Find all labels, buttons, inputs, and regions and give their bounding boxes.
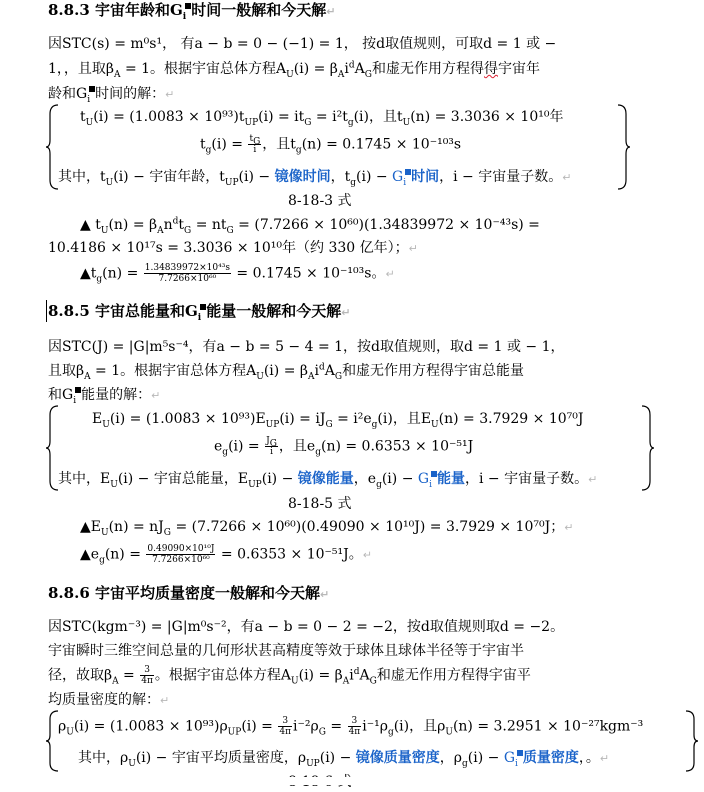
result-885-1: $▲E_U(n) = nJ_G = (7.7266 \times 10^{60})(0.49090 \times 10^{10}J) = 3.7929 \times 10^{70}J$；↵: [80, 519, 574, 538]
eq-883-2: $t_g(i)$ = $\frac{t_G}{i}$ ，且$t_g(n) = 0.1745 \times 10^{-103}s$: [200, 134, 462, 156]
right-brace-885: [640, 405, 654, 491]
result-883-3: $▲t_g(n)$ = $\frac{\text{1.34839972×10⁴³s}}{\text{7.7266×10⁶⁰}}$ = 0.1745 × 10⁻¹⁰³s。↵: [80, 263, 395, 285]
eq-886-2: 其中，$\rho_U(i)$ − 宇宙平均质量密度，$\rho_{UP}(i)$ − 镜像质量密度，$\rho_g(i) - G_i$ 质量密度，。↵: [78, 750, 610, 769]
eq-883-3: 其中，$t_U(i)$ − 宇宙年龄，$t_{UP}(i)$ − 镜像时间，$t_g(i) - G_i$ 时间，i − 宇宙量子数。↵: [58, 169, 572, 188]
para-885-line1: 因STC(J) = |G|m⁵s⁻⁴，有a − b = 5 − 4 = 1，按d取值规则，取d = 1 或 − 1，: [48, 339, 565, 355]
para-886-line2: 宇宙瞬时三维空间总量的几何形状甚高精度等效于球体且球体半径等于宇宙半: [48, 643, 524, 659]
right-brace-883: [616, 104, 630, 190]
label-8-18-3: 8-18-3 式: [288, 193, 352, 209]
eq-883-1: $t_U(i)$ = (1.0083̇ × $10^{93})t_{UP}(i) = it_G = i^2t_g(i)$，且$t_U(n) = 3.3036 \times 10^{10}$年: [80, 109, 564, 128]
eq-885-2: $e_g(i)$ = $\frac{J_G}{i}$ ，且$e_g(n) = 0.6353 \times 10^{-51}J$: [214, 436, 474, 458]
para-883-line1: 因STC(s) = m⁰s¹， 有a − b = 0 − (−1) = 1， 按d取值规则，可取d = 1 或 −: [48, 36, 557, 52]
para-883-line3: 龄和$G_i$ 时间的解：↵: [48, 86, 175, 105]
result-885-2: $▲e_g(n)$ = $\frac{\text{0.49090×10¹⁰J}}{\text{7.7266×10⁶⁰}}$ = 0.6353 × 10⁻⁵¹J。↵: [80, 544, 372, 566]
eq-886-1: $\rho_U(i)$ = (1.0083̇ × $10^{93})\rho_{UP}(i)$ = $\frac{3}{4\pi}$ $i^{-2}\rho_G$ = $\frac{3}{4\pi}$ $i^{-1}\rho_g(i)$，且$\rho_U(n) = 3.2951 \times 10^{-27}kgm^{-3}$: [58, 716, 644, 738]
label-8-18-5: 8-18-5 式: [288, 496, 352, 512]
para-886-line1: 因STC(kgm⁻³) = |G|m⁰s⁻²，有a − b = 0 − 2 = −2，按d取值规则取d = −2。: [48, 619, 565, 635]
page-cutoff: [0, 777, 704, 785]
left-margin-bar: [46, 300, 47, 322]
eq-885-3: 其中，$E_U(i)$ − 宇宙总能量，$E_{UP}(i)$ − 镜像能量，$e_g(i) - G_i$ 能量，i − 宇宙量子数。↵: [58, 471, 598, 490]
para-885-line2: 且取$\beta_A = 1$。根据宇宙总体方程$A_U(i) = \beta_Ai^dA_G$和虚无作用方程得宇宙总能量: [48, 362, 525, 382]
para-885-line3: 和$G_i$ 能量的解：↵: [48, 387, 161, 406]
result-883-2: 10.4186 × 10¹⁷s = 3.3036 × 10¹⁰年（约 330 亿年）；↵: [48, 240, 418, 256]
para-883-line2: 1，，且取$\beta_A = 1$。根据宇宙总体方程$A_U(i) = \beta_Ai^dA_G$和虚无作用方程得得宇宙年: [48, 60, 540, 80]
heading-8-8-3: 8.8.3 宇宙年龄和$G_i$ 时间一般解和今天解↵: [48, 1, 336, 22]
right-brace-886: [684, 710, 698, 772]
para-886-line4: 均质量密度的解：↵: [48, 692, 170, 708]
eq-885-1: $E_U(i)$ = (1.0083̇ × $10^{93})E_{UP}(i) = iJ_G = i^2e_g(i)$，且$E_U(n) = 3.7929 \times 10^{70}J$: [92, 411, 584, 430]
heading-8-8-5: 8.8.5 宇宙总能量和$G_i$ 能量一般解和今天解↵: [48, 302, 351, 323]
heading-8-8-6: 8.8.6 宇宙平均质量密度一般解和今天解↵: [48, 584, 330, 602]
result-883-1: ▲ $t_U(n) = \beta_An^dt_G = nt_G = (7.7266 \times 10^{60})(1.34839972 \times 10^{-43}s)$ =: [80, 216, 540, 236]
para-886-line3: 径，故取$\beta_A$ = $\frac{3}{4\pi}$ 。根据宇宙总体方程$A_U(i) = \beta_Ai^dA_G$和虚无作用方程得宇宙平: [48, 665, 531, 687]
